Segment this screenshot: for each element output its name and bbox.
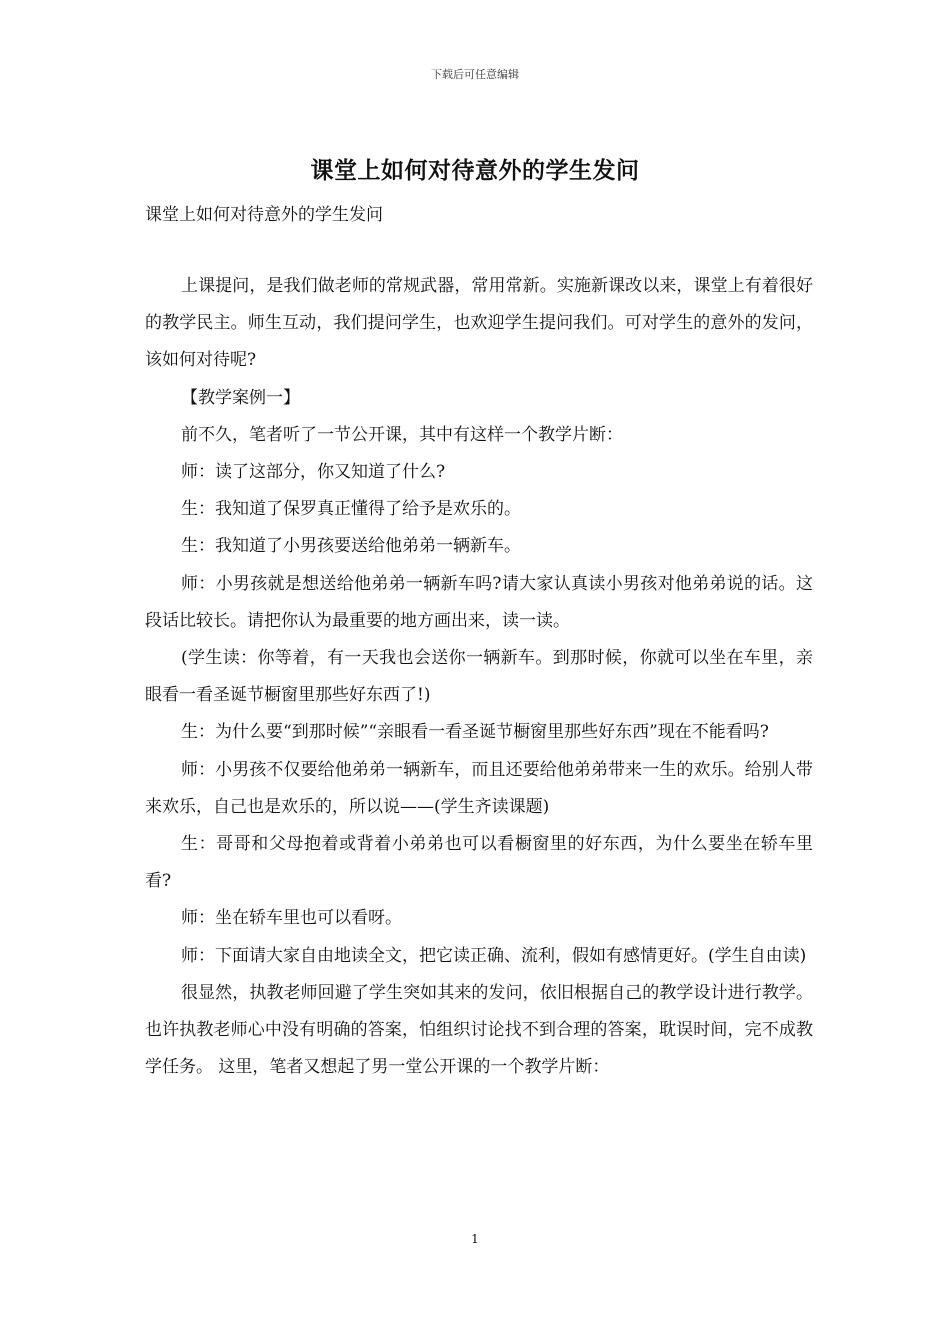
dialogue-line: (学生读：你等着，有一天我也会送你一辆新车。到那时候，你就可以坐在车里，亲眼看一看圣诞节橱窗里那些好东西了!) <box>145 648 813 706</box>
page-number: 1 <box>471 1232 479 1246</box>
document-title: 课堂上如何对待意外的学生发问 <box>310 157 640 184</box>
dialogue-line: 师：坐在轿车里也可以看呀。 <box>181 908 402 929</box>
dialogue-line: 生：为什么要“到那时候”“亲眼看一看圣诞节橱窗里那些好东西”现在不能看吗? <box>181 722 769 743</box>
dialogue-line: 生：哥哥和父母抱着或背着小弟弟也可以看橱窗里的好东西，为什么要坐在轿车里看? <box>145 834 813 892</box>
dialogue-line: 师：小男孩就是想送给他弟弟一辆新车吗?请大家认真读小男孩对他弟弟说的话。这段话比较长。请把你认为最重要的地方画出来，读一读。 <box>145 573 813 631</box>
dialogue-line: 师：读了这部分，你又知道了什么? <box>181 462 446 483</box>
paragraph-analysis: 很显然，执教老师回避了学生突如其来的发问，依旧根据自己的教学设计进行教学。也许执教老师心中没有明确的答案，怕组织讨论找不到合理的答案，耽误时间，完不成教学任务。 这里，笔者又想起了男一堂公开课的一个教学片断： <box>145 982 813 1078</box>
dialogue-line: 师：下面请大家自由地读全文，把它读正确、流利，假如有感情更好。(学生自由读) <box>181 945 807 966</box>
dialogue-line: 师：小男孩不仅要给他弟弟一辆新车，而且还要给他弟弟带来一生的欢乐。给别人带来欢乐，自己也是欢乐的，所以说——(学生齐读课题) <box>145 759 813 817</box>
dialogue-line: 生：我知道了小男孩要送给他弟弟一辆新车。 <box>181 536 521 557</box>
document-body <box>145 268 813 1086</box>
paragraph-intro: 上课提问，是我们做老师的常规武器，常用常新。实施新课改以来，课堂上有着很好的教学民主。师生互动，我们提问学生，也欢迎学生提问我们。可对学生的意外的发问，该如何对待呢? <box>145 276 813 371</box>
header-note: 下载后可任意编辑 <box>431 68 519 81</box>
paragraph-case-heading: 【教学案例一】 <box>181 387 300 408</box>
dialogue-line: 生：我知道了保罗真正懂得了给予是欢乐的。 <box>181 499 521 520</box>
paragraph: 前不久，笔者听了一节公开课，其中有这样一个教学片断： <box>181 424 623 445</box>
document-subtitle: 课堂上如何对待意外的学生发问 <box>145 205 383 225</box>
